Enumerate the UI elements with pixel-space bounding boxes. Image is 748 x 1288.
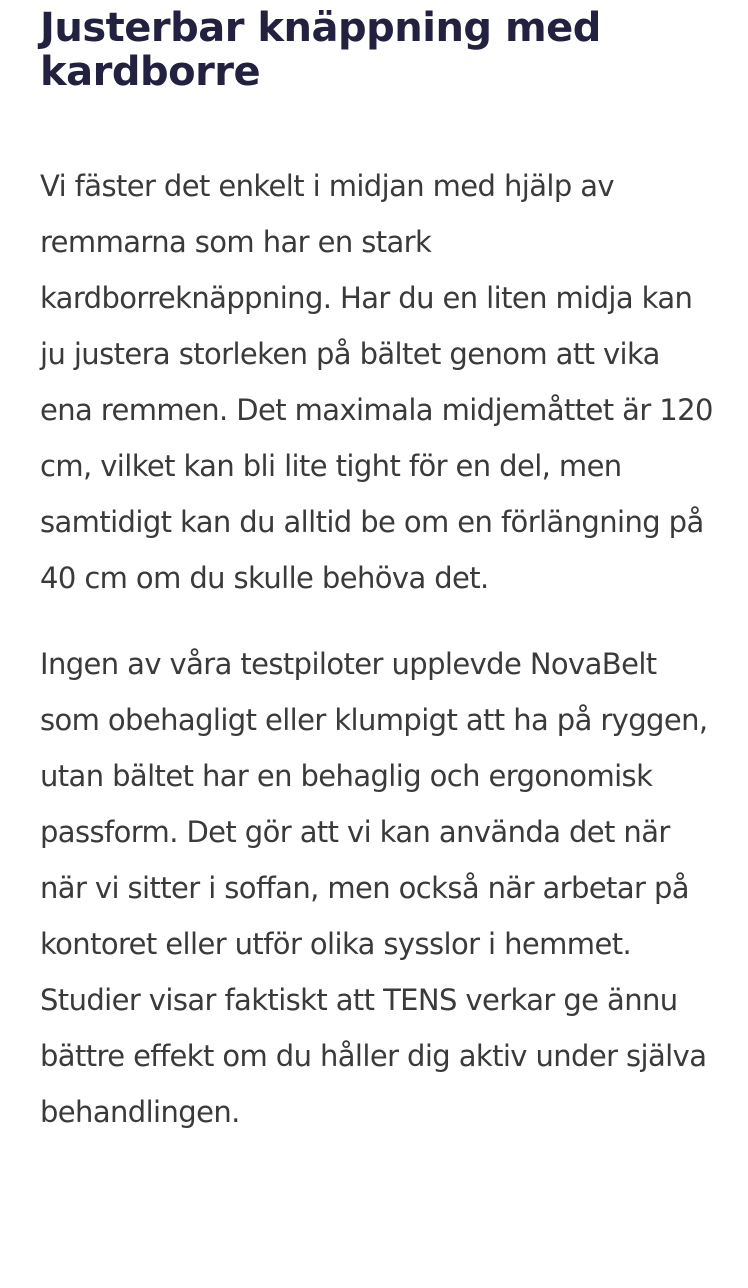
paragraph-comfort: Ingen av våra testpiloter upplevde NovaBelt som obehagligt eller klumpigt att ha på ryggen, utan bältet har en behaglig och ergonomisk passform. Det gör att vi kan använda det när när vi sitter i soffan, men också när arbetar på kontoret eller utför olika sysslor i hemmet. Studier visar faktiskt att TENS verkar ge ännu bättre effekt om du håller dig aktiv under själva behandlingen. bbox=[40, 647, 708, 1129]
section-heading: Justerbar knäppning med kardborre bbox=[40, 5, 601, 95]
paragraph-waist-strap: Vi fäster det enkelt i midjan med hjälp av remmarna som har en stark kardborreknäppning. Har du en liten midja kan ju justera storleken på bältet genom att vika ena remmen. Det maximala midjemåttet är 120 cm, vilket kan bli lite tight för en del, men samtidigt kan du alltid be om en förlängning på 40 cm om du skulle behöva det. bbox=[40, 169, 713, 595]
article bbox=[40, 0, 720, 1140]
